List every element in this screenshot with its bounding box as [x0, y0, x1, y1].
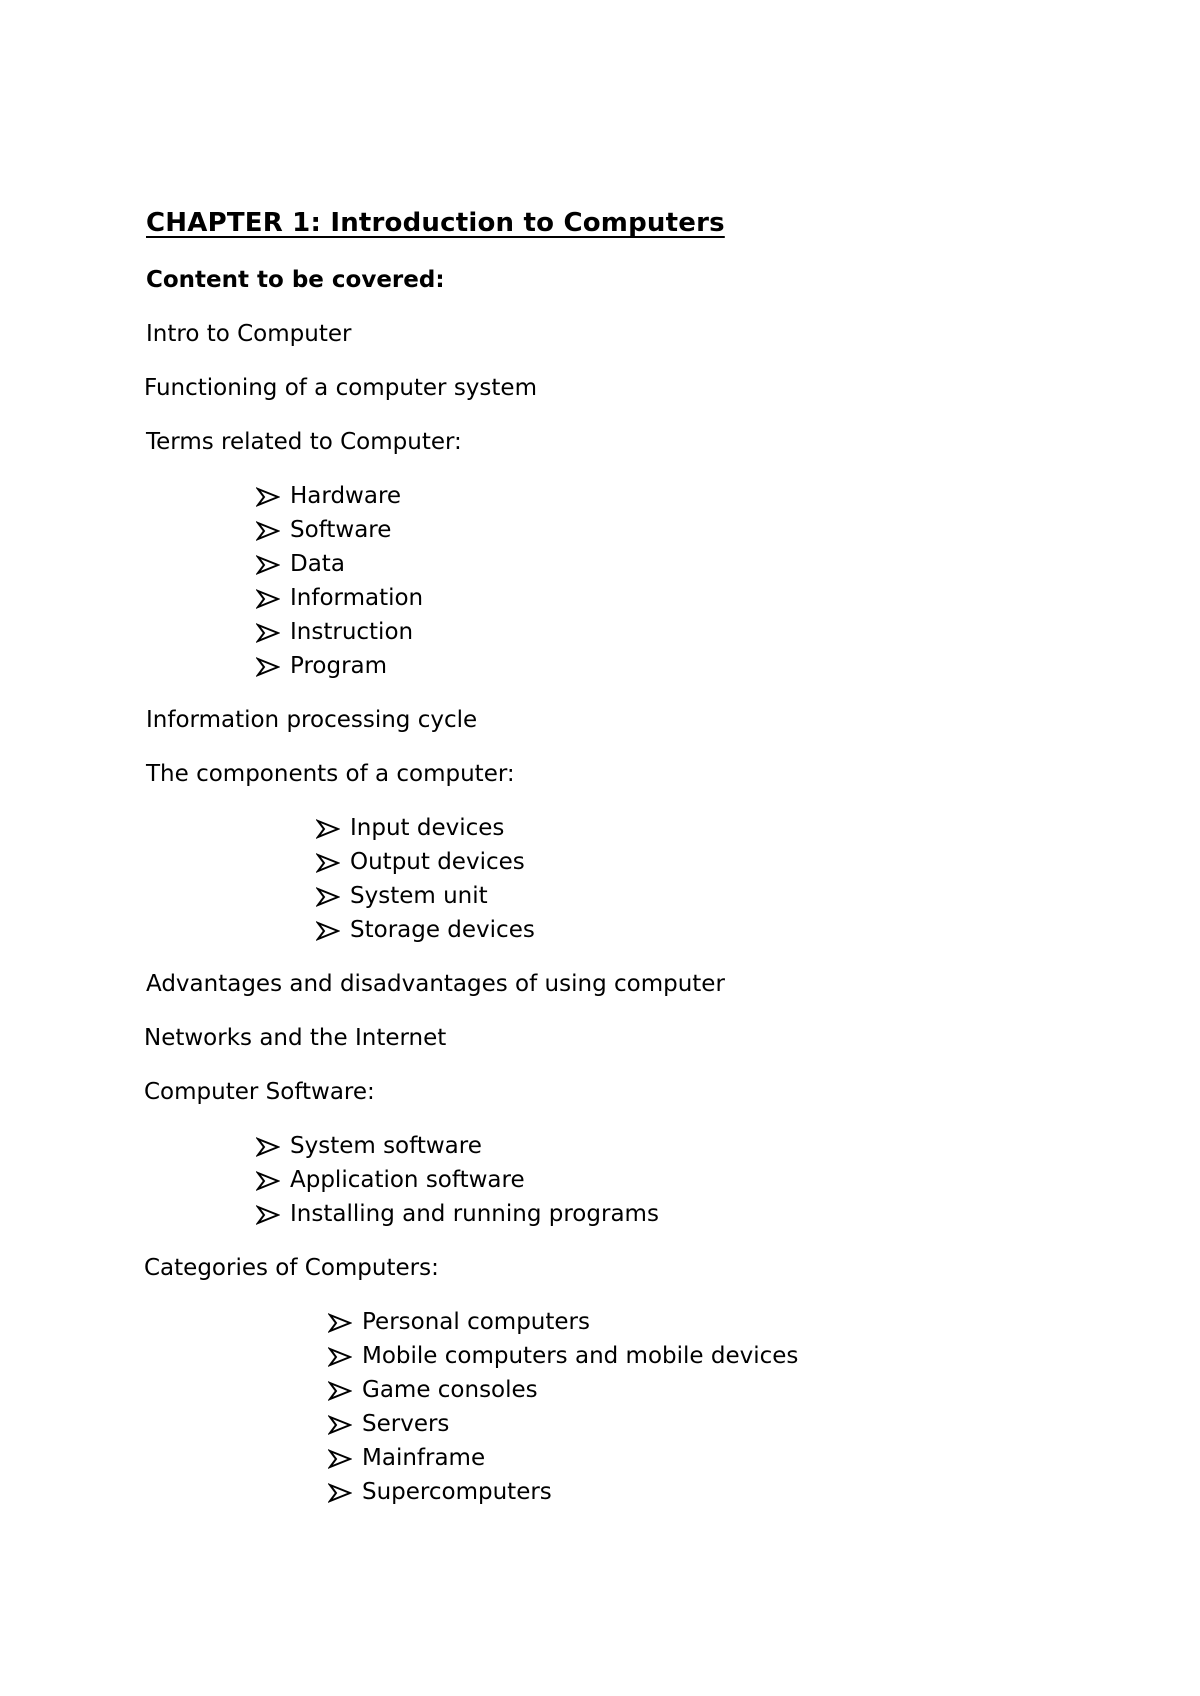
list-item-label: Program — [290, 653, 388, 679]
list-item-label: Input devices — [350, 815, 505, 841]
arrowhead-bullet-icon — [328, 1347, 352, 1367]
list-item-label: Hardware — [290, 483, 402, 509]
list-item — [256, 621, 413, 644]
arrowhead-bullet-icon — [328, 1381, 352, 1401]
arrowhead-bullet-icon — [256, 555, 280, 575]
list-item-label: Data — [290, 551, 345, 577]
list-item — [328, 1481, 552, 1504]
topic-advantages: Advantages and disadvantages of using computer — [146, 971, 725, 997]
list-item-label: Output devices — [350, 849, 525, 875]
list-item-label: Personal computers — [362, 1309, 590, 1335]
list-item — [256, 1169, 525, 1192]
topic-components: The components of a computer: — [146, 761, 515, 787]
arrowhead-bullet-icon — [316, 921, 340, 941]
list-item — [316, 817, 504, 840]
list-item — [328, 1379, 538, 1402]
arrowhead-bullet-icon — [316, 887, 340, 907]
arrowhead-bullet-icon — [328, 1415, 352, 1435]
list-item-label: Instruction — [290, 619, 414, 645]
list-item — [256, 485, 401, 508]
list-item — [316, 919, 535, 942]
list-item — [256, 1203, 659, 1226]
list-item — [256, 519, 391, 542]
list-item-label: Servers — [362, 1411, 450, 1437]
list-item — [316, 851, 525, 874]
list-item-label: Software — [290, 517, 392, 543]
arrowhead-bullet-icon — [316, 853, 340, 873]
list-item — [328, 1447, 485, 1470]
arrowhead-bullet-icon — [256, 623, 280, 643]
list-item — [328, 1311, 590, 1334]
arrowhead-bullet-icon — [328, 1483, 352, 1503]
list-item-label: Mobile computers and mobile devices — [362, 1343, 799, 1369]
content-subheading: Content to be covered: — [146, 267, 445, 293]
list-item — [328, 1345, 798, 1368]
list-item — [316, 885, 488, 908]
list-item — [256, 587, 423, 610]
arrowhead-bullet-icon — [256, 1205, 280, 1225]
arrowhead-bullet-icon — [256, 521, 280, 541]
list-item — [256, 553, 345, 576]
page-title: CHAPTER 1: Introduction to Computers — [146, 208, 725, 238]
topic-networks: Networks and the Internet — [144, 1025, 447, 1051]
list-item — [256, 655, 387, 678]
list-item-label: System software — [290, 1133, 482, 1159]
arrowhead-bullet-icon — [316, 819, 340, 839]
list-item-label: System unit — [350, 883, 488, 909]
topic-categories: Categories of Computers: — [144, 1255, 439, 1281]
list-item-label: Mainframe — [362, 1445, 486, 1471]
topic-functioning: Functioning of a computer system — [144, 375, 537, 401]
topic-cycle: Information processing cycle — [146, 707, 478, 733]
arrowhead-bullet-icon — [256, 487, 280, 507]
topic-intro: Intro to Computer — [146, 321, 352, 347]
arrowhead-bullet-icon — [256, 657, 280, 677]
arrowhead-bullet-icon — [256, 1171, 280, 1191]
topic-terms: Terms related to Computer: — [146, 429, 462, 455]
list-item-label: Storage devices — [350, 917, 535, 943]
arrowhead-bullet-icon — [256, 1137, 280, 1157]
arrowhead-bullet-icon — [256, 589, 280, 609]
list-item-label: Information — [290, 585, 424, 611]
topic-software: Computer Software: — [144, 1079, 375, 1105]
list-item-label: Supercomputers — [362, 1479, 552, 1505]
list-item-label: Game consoles — [362, 1377, 538, 1403]
list-item — [328, 1413, 449, 1436]
list-item-label: Application software — [290, 1167, 525, 1193]
arrowhead-bullet-icon — [328, 1449, 352, 1469]
list-item-label: Installing and running programs — [290, 1201, 659, 1227]
arrowhead-bullet-icon — [328, 1313, 352, 1333]
list-item — [256, 1135, 482, 1158]
